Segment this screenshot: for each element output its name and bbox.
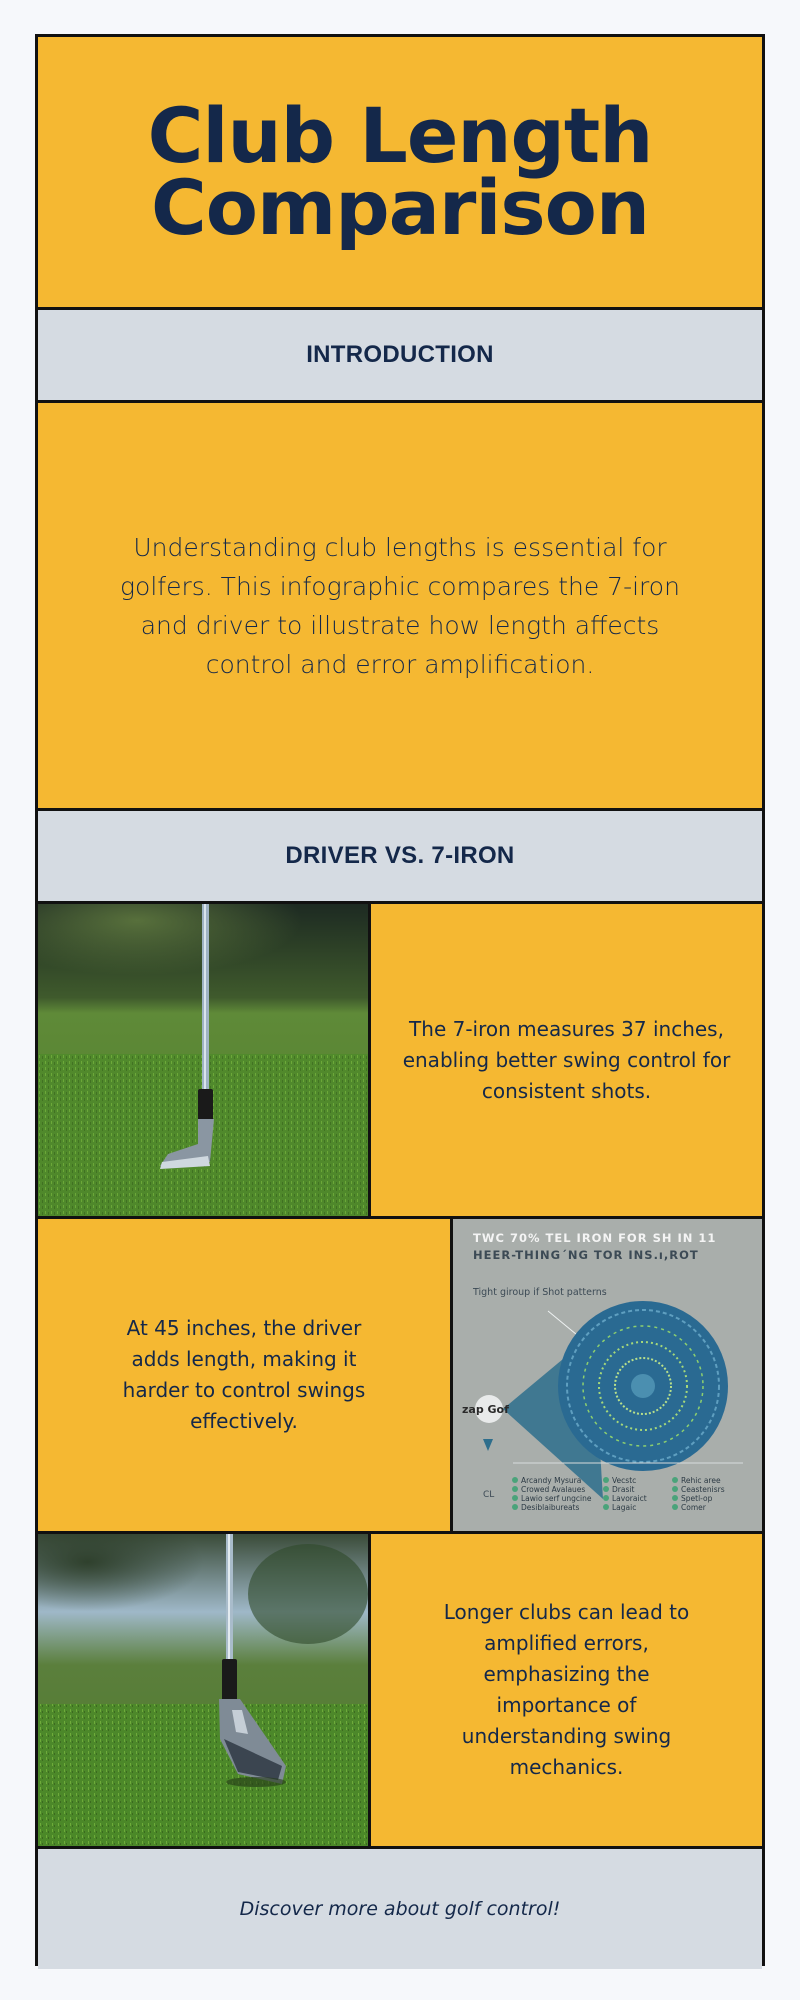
- diagram-legend: [512, 1476, 725, 1512]
- introduction-body: [38, 403, 762, 811]
- footer-text: Discover more about golf control!: [239, 1898, 561, 1920]
- introduction-header: [38, 310, 762, 403]
- driver-text-cell: [38, 1219, 450, 1531]
- comparison-header: [38, 811, 762, 904]
- svg-text:Vecstc: Vecstc: [612, 1476, 637, 1485]
- diagram-callout: Tight giroup if Shot patterns: [473, 1287, 607, 1298]
- svg-text:Arcandy Mysura: Arcandy Mysura: [521, 1476, 582, 1485]
- errors-text: Longer clubs can lead to amplified errors, emphasizing the importance of understanding swing mechanics.: [443, 1600, 690, 1779]
- svg-text:Rehic aree: Rehic aree: [681, 1476, 721, 1485]
- comparison-heading: DRIVER VS. 7-IRON: [285, 842, 515, 869]
- driver-row: [38, 1219, 762, 1534]
- title-line-1: Club Length: [147, 91, 653, 180]
- svg-text:Lavoraict: Lavoraict: [612, 1494, 647, 1503]
- title-line-2: Comparison: [151, 163, 649, 252]
- ball-label: zap Gof: [462, 1403, 509, 1416]
- errors-text-cell: [371, 1534, 762, 1846]
- svg-text:Desiblaibureats: Desiblaibureats: [521, 1503, 580, 1512]
- introduction-text: Understanding club lengths is essential for golfers. This infographic compares the 7-iron and driver to illustrate how length affects control and error amplification.: [120, 532, 680, 679]
- title-block: [38, 37, 762, 310]
- driver-photo: [38, 1534, 368, 1846]
- page-title: [147, 91, 653, 252]
- svg-text:Lawio serf ungcine: Lawio serf ungcine: [521, 1494, 592, 1503]
- iron-row: [38, 904, 762, 1219]
- diagram-title-1: TWC 70% TEL IRON FOR SH IN 11: [473, 1231, 717, 1245]
- legend-label: CL: [483, 1490, 495, 1500]
- iron-text-cell: [371, 904, 762, 1216]
- svg-text:Lagaic: Lagaic: [612, 1503, 637, 1512]
- infographic-frame: [35, 34, 765, 1966]
- svg-text:Comer: Comer: [681, 1503, 706, 1512]
- footer: [38, 1849, 762, 1969]
- shot-pattern-diagram: [453, 1219, 762, 1531]
- svg-text:Ceastenisrs: Ceastenisrs: [681, 1485, 725, 1494]
- iron-text: The 7-iron measures 37 inches, enabling better swing control for consistent shots.: [402, 1016, 731, 1103]
- svg-text:Crowed Avalaues: Crowed Avalaues: [521, 1485, 586, 1494]
- svg-text:Drasit: Drasit: [612, 1485, 635, 1494]
- diagram-title-2: HEER-THING´NG TOR INS.ı,ROT: [473, 1248, 699, 1262]
- driver-text: At 45 inches, the driver adds length, making it harder to control swings effectively.: [122, 1316, 366, 1433]
- errors-row: [38, 1534, 762, 1849]
- svg-text:Spetl-op: Spetl-op: [681, 1494, 713, 1503]
- iron-photo: [38, 904, 368, 1216]
- introduction-heading: INTRODUCTION: [306, 341, 494, 368]
